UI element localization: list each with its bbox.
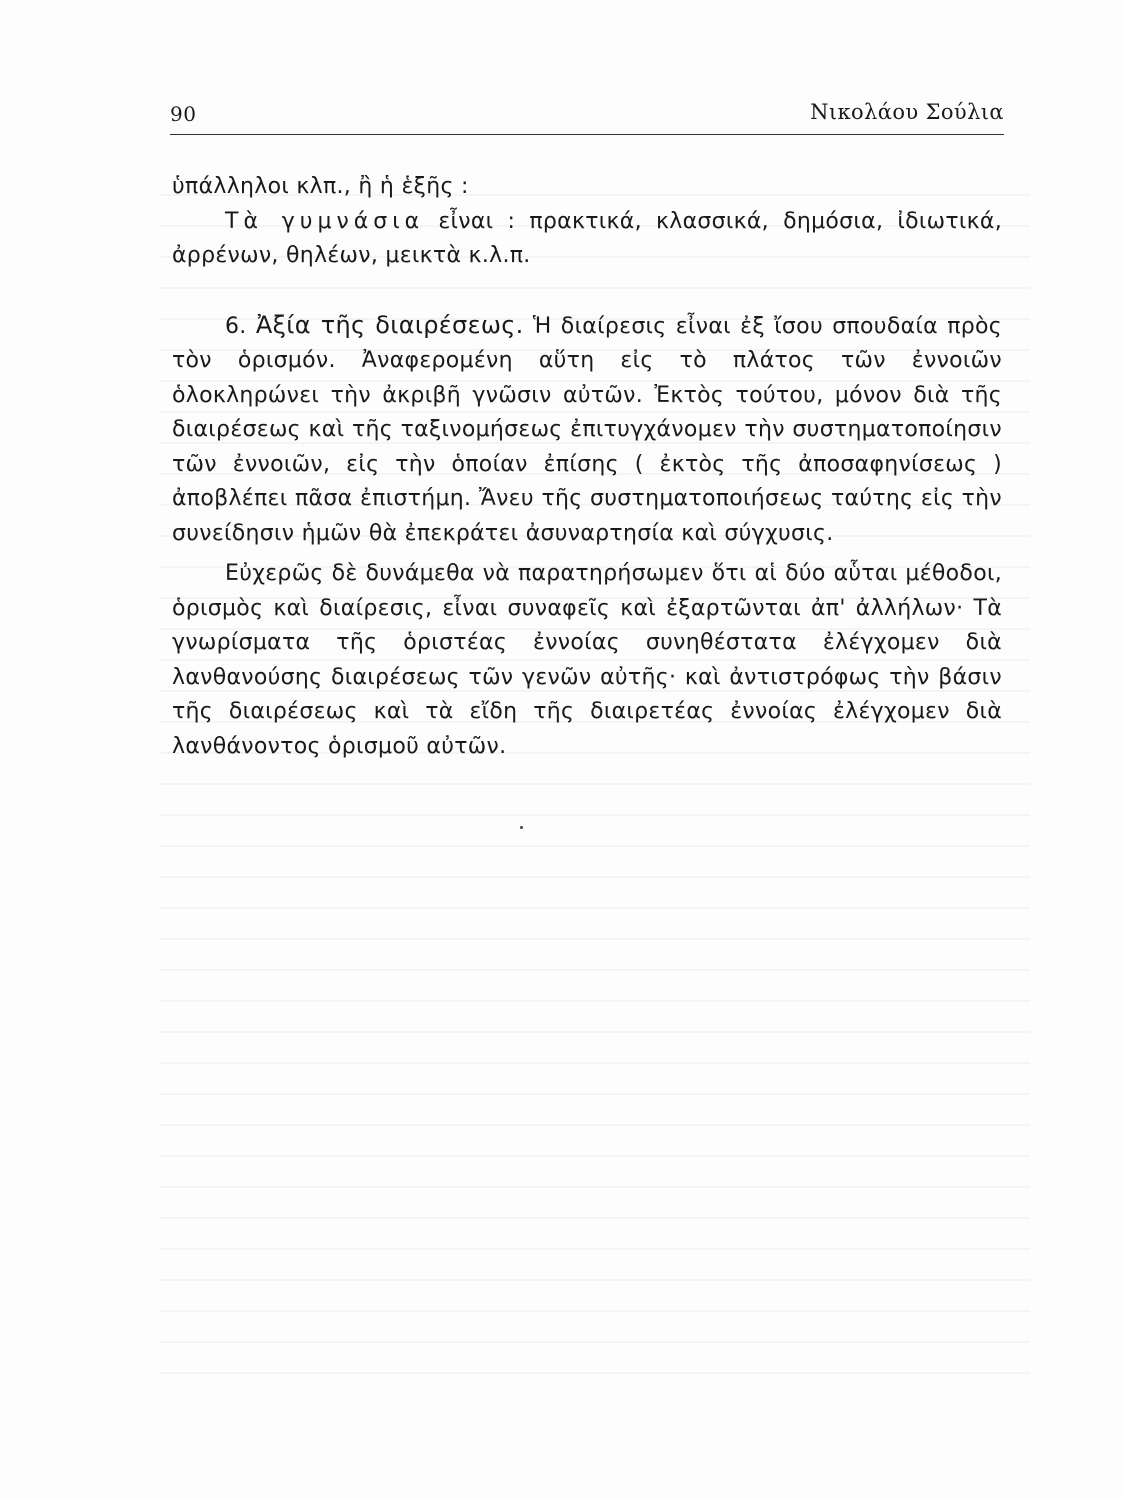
- header-rule: [170, 134, 1004, 135]
- paragraph-intro: [172, 170, 1002, 205]
- paragraph-methods: [172, 557, 1002, 764]
- paragraph-gymnasia-text: εἶναι : πρακτικά, κλασσικά, δημόσια, ἰδιωτικά, ἀρρένων, θηλέων, μεικτὰ κ.λ.π.: [172, 208, 1002, 268]
- section-6-text: Ἡ διαίρεσις εἶναι ἐξ ἴσου σπουδαία πρὸς τὸν ὁρισμόν. Ἀναφερομένη αὕτη εἰς τὸ πλάτος τῶν ἐννοιῶν ὁλοκληρώνει τὴν ἀκριβῆ γνῶσιν αὐτῶν. Ἐκτὸς τούτου, μόνον διὰ τῆς διαιρέσεως καὶ τῆς ταξινομήσεως ἐπιτυγχάνομεν τὴν συστηματοποίησιν τῶν ἐννοιῶν, εἰς τὴν ὁποίαν ἐπίσης ( ἐκτὸς τῆς ἀποσαφηνίσεως ) ἀποβλέπει πᾶσα ἐπιστήμη. Ἄνευ τῆς συστηματοποιήσεως ταύτης εἰς τὴν συνείδησιν ἡμῶν θὰ ἐπεκράτει ἀσυναρτησία καὶ σύγχυσις.: [172, 313, 1003, 546]
- spaced-term: Τὰ γυμνάσια: [225, 208, 425, 234]
- running-head: Νικολάου Σούλια: [810, 100, 1004, 124]
- section-6-paragraph: [172, 308, 1002, 552]
- paragraph-gap: [172, 274, 1002, 308]
- section-number: 6.: [225, 313, 256, 339]
- body-text: [172, 170, 1002, 764]
- paragraph-methods-text: Εὐχερῶς δὲ δυνάμεθα νὰ παρατηρήσωμεν ὅτι αἱ δύο αὗται μέθοδοι, ὁρισμὸς καὶ διαίρεσις, εἶναι συναφεῖς καὶ ἐξαρτῶνται ἀπ' ἀλλήλων· Τὰ γνωρίσματα τῆς ὁριστέας ἐννοίας συνηθέστατα ἐλέγχομεν διὰ λανθανούσης διαιρέσεως τῶν γενῶν αὐτῆς· καὶ ἀντιστρόφως τὴν βάσιν τῆς διαιρέσεως καὶ τὰ εἴδη τῆς διαιρετέας ἐννοίας ἐλέγχομεν διὰ λανθάνοντος ὁρισμοῦ αὐτῶν.: [172, 561, 1002, 759]
- page-header: [170, 98, 1004, 134]
- line-1: ὑπάλληλοι κλπ., ἢ ἡ ἑξῆς :: [172, 174, 469, 199]
- stray-ink-dot: [520, 826, 523, 829]
- page-number: 90: [170, 102, 197, 126]
- paragraph-gymnasia: [172, 205, 1002, 274]
- section-title: Ἀξία τῆς διαιρέσεως.: [255, 310, 524, 339]
